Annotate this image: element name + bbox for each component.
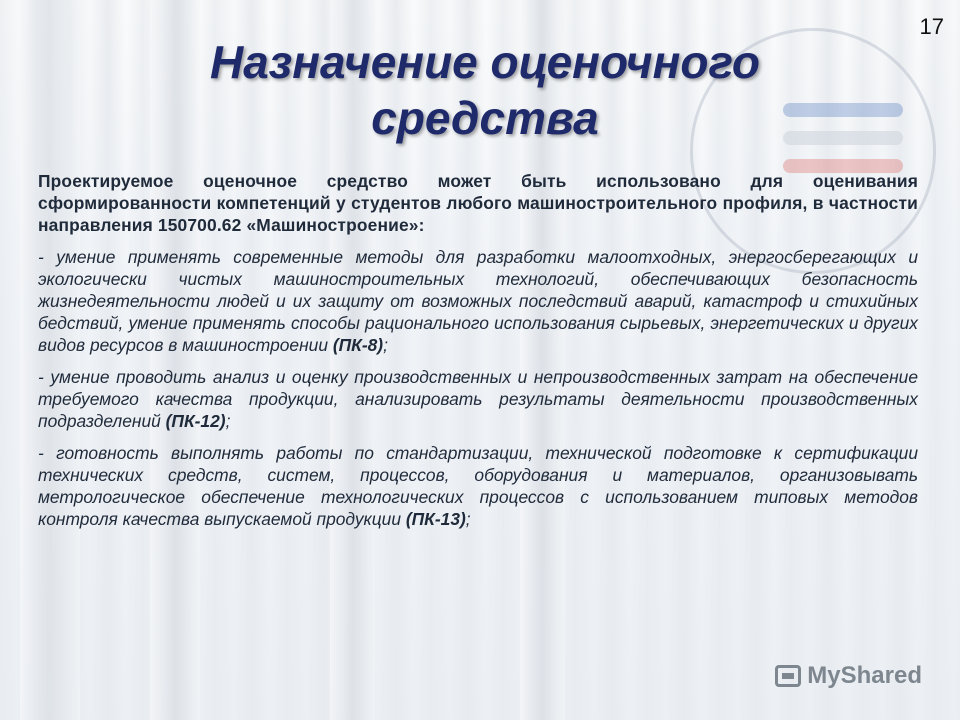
slide-title [150,34,820,146]
competence-code: (ПК-12) [165,411,226,431]
title-line-2: средства [371,92,599,144]
intro-paragraph: Проектируемое оценочное средство может быть использовано для оценивания сформированности компетенций у студентов любого машиностроительного профиля, в частности направления 150700.62 «Машиностроение»: [38,171,918,235]
slide-content [38,170,918,540]
myshared-logo-icon [775,665,801,687]
competence-end: ; [465,509,471,529]
title-line-1: Назначение оценочного [210,36,760,88]
competence-item [38,366,918,432]
watermark-text: MyShared [807,662,922,689]
competence-text: - умение проводить анализ и оценку производственных и непроизводственных затрат на обеспечение требуемого качества продукции, анализировать результаты деятельности производственных подразделений [38,367,918,431]
competence-text: - готовность выполнять работы по стандартизации, технической подготовке к сертификации технических средств, систем, процессов, оборудования и материалов, организовывать метрологическое обеспечение технологических процессов с использованием типовых методов контроля качества выпускаемой продукции [38,443,918,529]
competence-code: (ПК-8) [332,335,384,355]
competence-end: ; [383,335,388,355]
competence-item [38,246,918,356]
competence-item [38,442,918,530]
competence-text: - умение применять современные методы для разработки малоотходных, энергосберегающих и экологически чистых машиностроительных технологий, обеспечивающих безопасность жизнедеятельности людей и их защиту от возможных последствий аварий, катастроф и стихийных бедствий, умение применять способы рационального использования сырьевых, энергетических и других видов ресурсов в машиностроении [38,247,918,355]
myshared-watermark[interactable] [775,662,922,690]
competence-end: ; [225,411,231,431]
competence-code: (ПК-13) [405,509,466,529]
slide-number: 17 [919,14,944,39]
